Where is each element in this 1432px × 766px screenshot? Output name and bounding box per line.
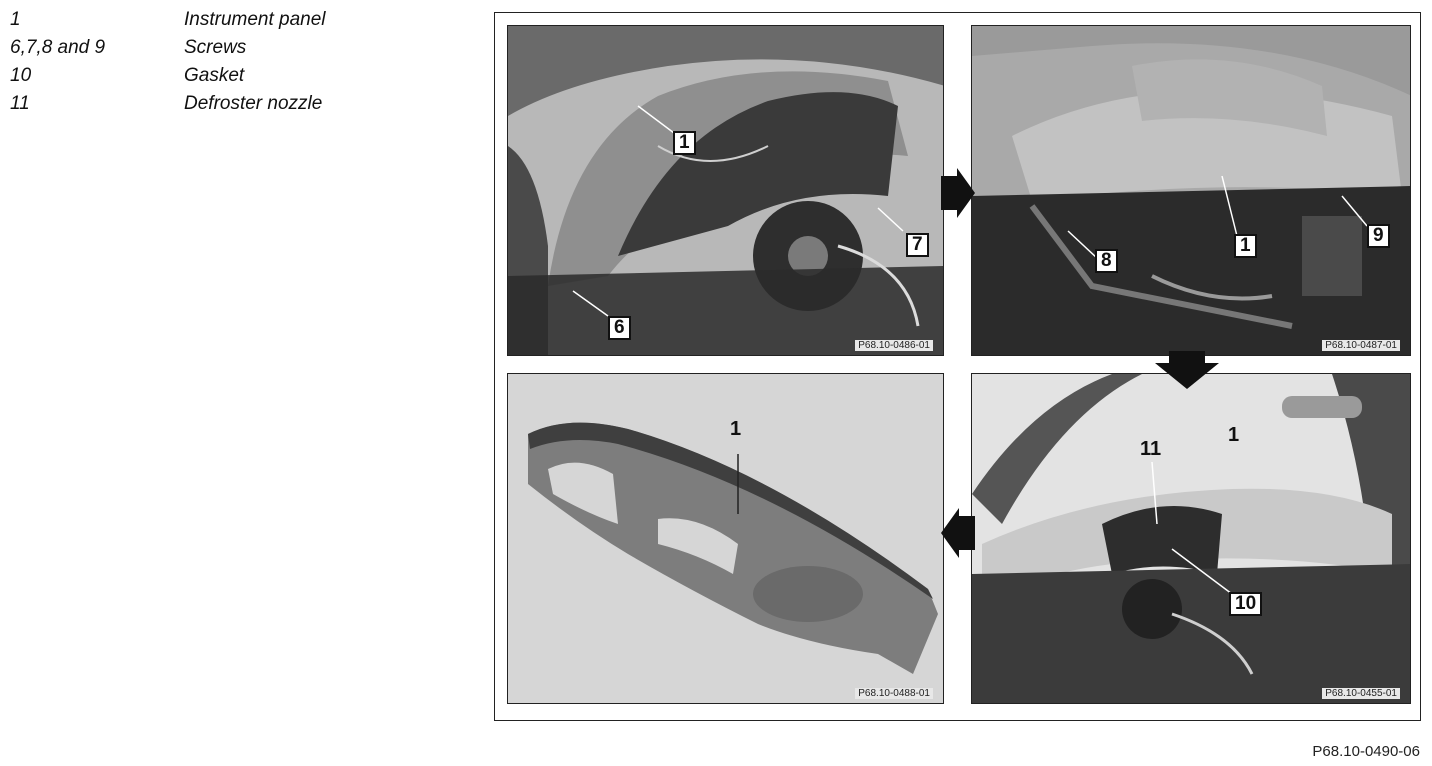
callout-label: 8 [1095, 249, 1118, 273]
callout-label: 1 [1234, 234, 1257, 258]
photo-code: P68.10-0487-01 [1322, 340, 1400, 351]
figure-code: P68.10-0490-06 [1312, 743, 1420, 760]
photo-passenger-side [971, 25, 1411, 356]
photo-code: P68.10-0488-01 [855, 688, 933, 699]
callout-label: 9 [1367, 224, 1390, 248]
legend-description: Gasket [184, 65, 245, 86]
callout-label: 1 [673, 131, 696, 155]
photo-code: P68.10-0455-01 [1322, 688, 1400, 699]
callout-label: 7 [906, 233, 929, 257]
legend-description: Screws [184, 37, 247, 58]
callout-label: 11 [1140, 438, 1162, 460]
legend-number: 11 [10, 93, 30, 114]
photo-illustration [972, 26, 1411, 356]
photo-illustration [508, 26, 944, 356]
callout-label: 10 [1229, 592, 1262, 616]
photo-illustration [508, 374, 944, 704]
legend-number: 10 [10, 65, 32, 86]
arrow-right-icon [941, 168, 975, 218]
legend-number: 6,7,8 and 9 [10, 37, 106, 58]
callout-label: 1 [1228, 424, 1240, 446]
legend-number: 1 [10, 9, 21, 30]
photo-steering-area [507, 25, 944, 356]
legend-description: Defroster nozzle [184, 93, 323, 114]
legend-description: Instrument panel [184, 9, 326, 30]
arrow-down-icon [1155, 351, 1219, 389]
callout-label: 1 [730, 418, 742, 440]
arrow-left-icon [941, 508, 975, 558]
callout-label: 6 [608, 316, 631, 340]
figure-frame [494, 12, 1421, 721]
photo-code: P68.10-0486-01 [855, 340, 933, 351]
photo-removed-panel [507, 373, 944, 704]
photo-illustration [972, 374, 1411, 704]
photo-cabin-view [971, 373, 1411, 704]
